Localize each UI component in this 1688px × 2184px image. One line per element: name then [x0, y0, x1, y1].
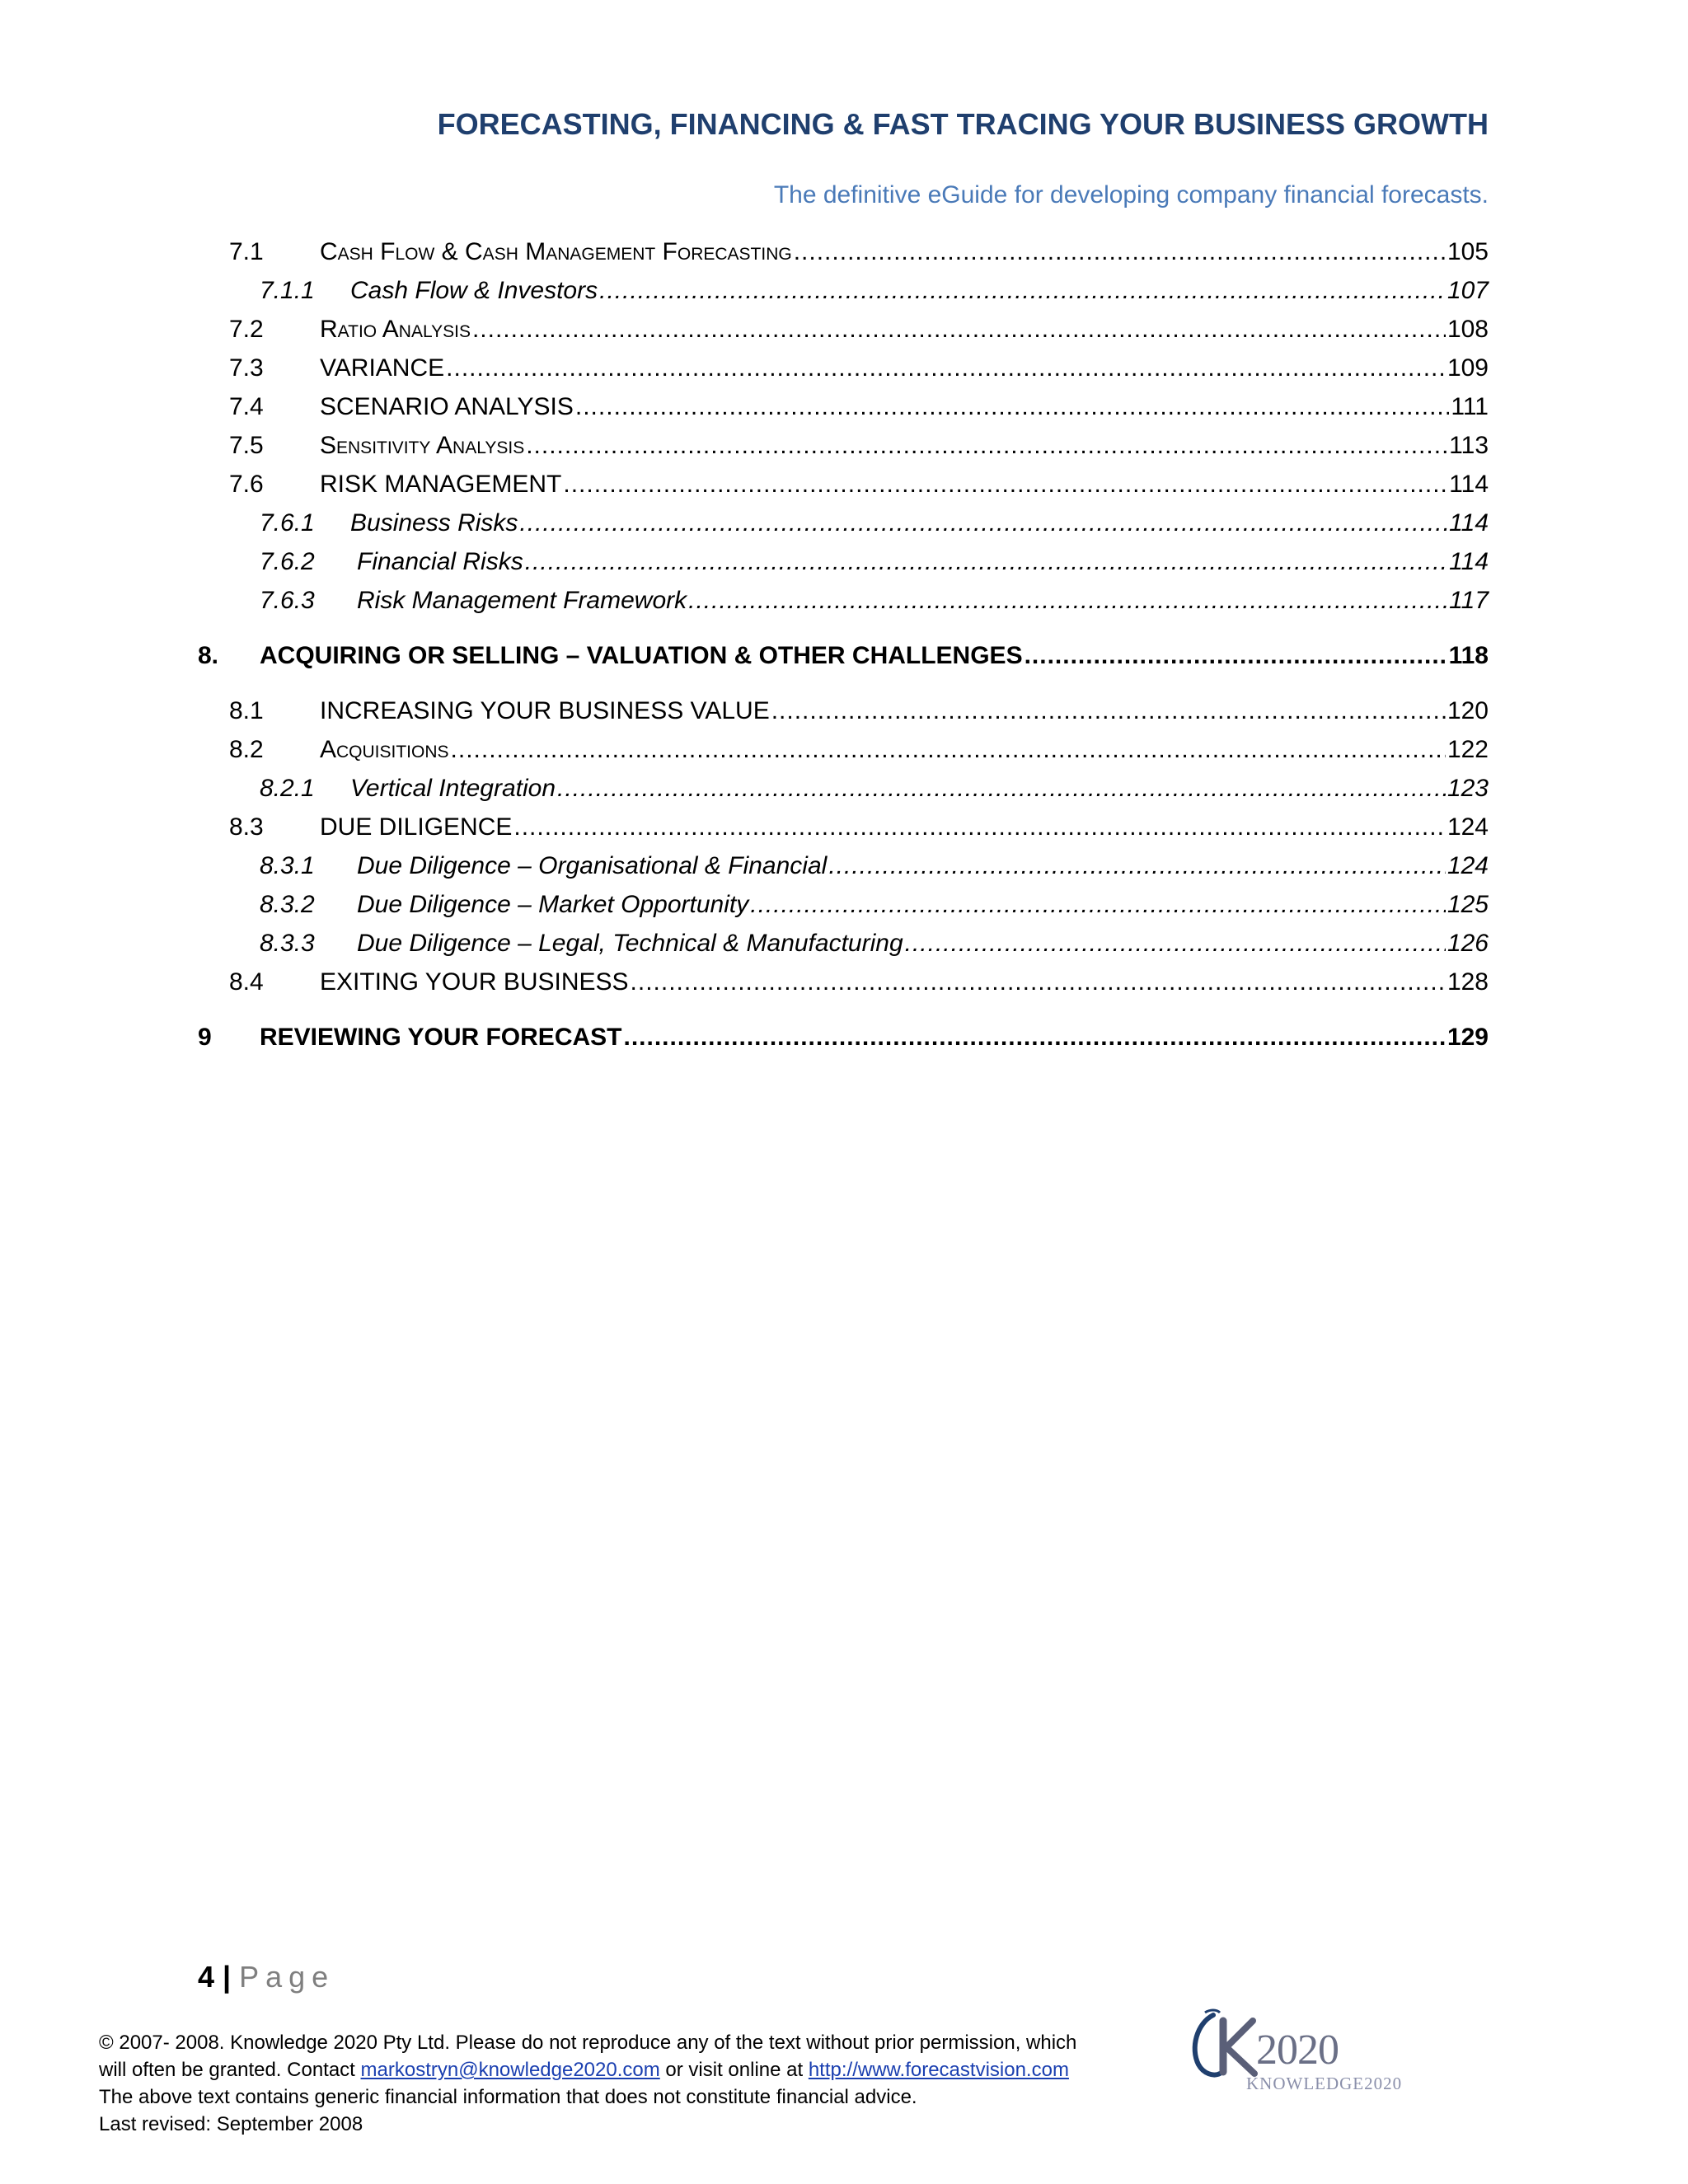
- toc-entry-page: 122: [1447, 736, 1489, 763]
- toc-entry-page: 129: [1447, 1024, 1489, 1051]
- toc-entry[interactable]: [229, 733, 1489, 766]
- toc-entry[interactable]: [229, 468, 1489, 501]
- toc-leader-dots: [563, 468, 1447, 501]
- toc-entry-label: ACQUIRING OR SELLING – VALUATION & OTHER CHALLENGES: [260, 642, 1023, 669]
- toc-entry-number: 8.3.2: [260, 891, 315, 918]
- toc-leader-dots: [513, 811, 1446, 844]
- toc-entry-label: Sensitivity Analysis: [320, 432, 525, 459]
- toc-entry-page: 118: [1448, 642, 1489, 669]
- toc-entry-label: DUE DILIGENCE: [320, 813, 513, 841]
- toc-entry-label: EXITING YOUR BUSINESS: [320, 968, 629, 996]
- toc-leader-dots: [575, 391, 1450, 424]
- toc-entry-page: 120: [1447, 697, 1489, 724]
- toc-entry[interactable]: [260, 888, 1489, 921]
- toc-entry-number: 7.4: [229, 393, 264, 420]
- page-number-label: Page: [239, 1960, 335, 1994]
- toc-leader-dots: [623, 1021, 1445, 1054]
- toc-entry-page: 125: [1447, 891, 1489, 918]
- toc-entry[interactable]: [229, 352, 1489, 385]
- toc-entry-label: Due Diligence – Organisational & Financial: [357, 852, 828, 879]
- toc-entry-number: 8.2: [229, 736, 264, 763]
- toc-entry-number: 8.3: [229, 813, 264, 841]
- toc-entry[interactable]: [229, 391, 1489, 424]
- toc-entry-label: Risk Management Framework: [357, 587, 687, 614]
- toc-leader-dots: [557, 772, 1446, 805]
- toc-entry[interactable]: [260, 274, 1489, 307]
- toc-entry-label: INCREASING YOUR BUSINESS VALUE: [320, 697, 770, 724]
- toc-leader-dots: [525, 546, 1447, 579]
- toc-entry-number: 8.: [198, 642, 219, 669]
- toc-entry-number: 8.1: [229, 697, 264, 724]
- toc-entry[interactable]: [260, 850, 1489, 883]
- toc-entry-page: 128: [1447, 968, 1489, 996]
- knowledge2020-logo: [1180, 2003, 1428, 2102]
- toc-entry-label: Due Diligence – Legal, Technical & Manufacturing: [357, 930, 903, 957]
- toc-entry-label: VARIANCE: [320, 354, 445, 382]
- footer-notice: [99, 2029, 1170, 2138]
- toc-entry[interactable]: [229, 811, 1489, 844]
- toc-entry-label: Vertical Integration: [350, 775, 556, 802]
- toc-entry-page: 114: [1449, 548, 1489, 575]
- toc-entry-number: 7.6.2: [260, 548, 315, 575]
- toc-entry-label: RISK MANAGEMENT: [320, 471, 562, 498]
- toc-entry-number: 8.3.3: [260, 930, 315, 957]
- toc-chapter-entry[interactable]: [198, 1021, 1489, 1054]
- toc-entry-page: 124: [1447, 813, 1489, 841]
- toc-entry[interactable]: [260, 772, 1489, 805]
- toc-leader-dots: [446, 352, 1446, 385]
- page-number-value: 4: [198, 1960, 215, 1994]
- toc-entry-number: 8.4: [229, 968, 264, 996]
- toc-entry-page: 114: [1449, 509, 1489, 537]
- toc-entry-page: 114: [1449, 471, 1489, 498]
- toc-leader-dots: [599, 274, 1446, 307]
- toc-entry-number: 9: [198, 1024, 212, 1051]
- toc-entry-number: 7.6.3: [260, 587, 315, 614]
- toc-leader-dots: [828, 850, 1446, 883]
- toc-leader-dots: [771, 695, 1446, 728]
- toc-leader-dots: [451, 733, 1446, 766]
- footer-contact-prefix: will often be granted. Contact: [99, 2059, 361, 2081]
- toc-entry-number: 7.5: [229, 432, 264, 459]
- toc-entry-page: 117: [1449, 587, 1489, 614]
- footer-website-link[interactable]: http://www.forecastvision.com: [808, 2059, 1069, 2081]
- toc-entry-page: 124: [1447, 852, 1489, 879]
- toc-leader-dots: [688, 584, 1447, 617]
- toc-entry-label: REVIEWING YOUR FORECAST: [260, 1024, 622, 1051]
- toc-entry-number: 7.6: [229, 471, 264, 498]
- toc-leader-dots: [1025, 640, 1447, 673]
- footer-contact-middle: or visit online at: [659, 2059, 809, 2081]
- toc-leader-dots: [526, 429, 1447, 462]
- footer-email-link[interactable]: markostryn@knowledge2020.com: [360, 2059, 660, 2081]
- toc-leader-dots: [519, 507, 1447, 540]
- toc-entry-number: 8.2.1: [260, 775, 315, 802]
- toc-entry-number: 7.3: [229, 354, 264, 382]
- toc-entry-page: 126: [1447, 930, 1489, 957]
- toc-leader-dots: [905, 927, 1446, 960]
- footer-revision-line: Last revised: September 2008: [99, 2113, 363, 2135]
- footer-contact-line: [99, 2056, 1170, 2083]
- toc-entry-page: 111: [1451, 393, 1489, 420]
- logo-year-text: 2020: [1256, 2027, 1339, 2074]
- toc-entry-label: Business Risks: [350, 509, 518, 537]
- header-title: FORECASTING, FINANCING & FAST TRACING YOUR BUSINESS GROWTH: [437, 107, 1489, 141]
- toc-entry-page: 109: [1447, 354, 1489, 382]
- toc-entry-number: 7.6.1: [260, 509, 315, 537]
- toc-entry-label: Financial Risks: [357, 548, 523, 575]
- logo-wordmark: KNOWLEDGE2020: [1246, 2074, 1403, 2093]
- toc-entry-page: 113: [1449, 432, 1489, 459]
- header-subtitle: The definitive eGuide for developing company financial forecasts.: [773, 181, 1489, 209]
- toc-entry[interactable]: [229, 313, 1489, 346]
- toc-entry-page: 123: [1447, 775, 1489, 802]
- toc-entry-label: Due Diligence – Market Opportunity: [357, 891, 749, 918]
- toc-entry[interactable]: [229, 236, 1489, 269]
- toc-entry[interactable]: [229, 695, 1489, 728]
- toc-entry-label: Acquisitions: [320, 736, 449, 763]
- toc-entry-label: Cash Flow & Investors: [350, 277, 598, 304]
- toc-leader-dots: [750, 888, 1446, 921]
- toc-entry-number: 7.2: [229, 316, 264, 343]
- toc-entry[interactable]: [260, 927, 1489, 960]
- page-number-separator: |: [223, 1960, 232, 1994]
- toc-entry[interactable]: [229, 966, 1489, 999]
- toc-entry-label: Cash Flow & Cash Management Forecasting: [320, 238, 792, 265]
- toc-leader-dots: [631, 966, 1446, 999]
- toc-leader-dots: [794, 236, 1446, 269]
- footer-copyright-line: © 2007- 2008. Knowledge 2020 Pty Ltd. Please do not reproduce any of the text without prior permission, which: [99, 2032, 1077, 2054]
- toc-entry-number: 7.1.1: [260, 277, 315, 304]
- toc-entry[interactable]: [229, 429, 1489, 462]
- page-number: [198, 1960, 335, 1994]
- toc-entry-label: Ratio Analysis: [320, 316, 471, 343]
- toc-entry-page: 105: [1447, 238, 1489, 265]
- toc-entry[interactable]: [260, 584, 1489, 617]
- toc-entry[interactable]: [260, 546, 1489, 579]
- toc-entry-page: 107: [1447, 277, 1489, 304]
- toc-entry[interactable]: [260, 507, 1489, 540]
- toc-entry-label: SCENARIO ANALYSIS: [320, 393, 574, 420]
- toc-chapter-entry[interactable]: [198, 640, 1489, 673]
- toc-entry-number: 7.1: [229, 238, 264, 265]
- toc-entry-number: 8.3.1: [260, 852, 315, 879]
- toc-entry-page: 108: [1447, 316, 1489, 343]
- footer-disclaimer-line: The above text contains generic financial information that does not constitute financial advice.: [99, 2086, 917, 2108]
- toc-leader-dots: [472, 313, 1446, 346]
